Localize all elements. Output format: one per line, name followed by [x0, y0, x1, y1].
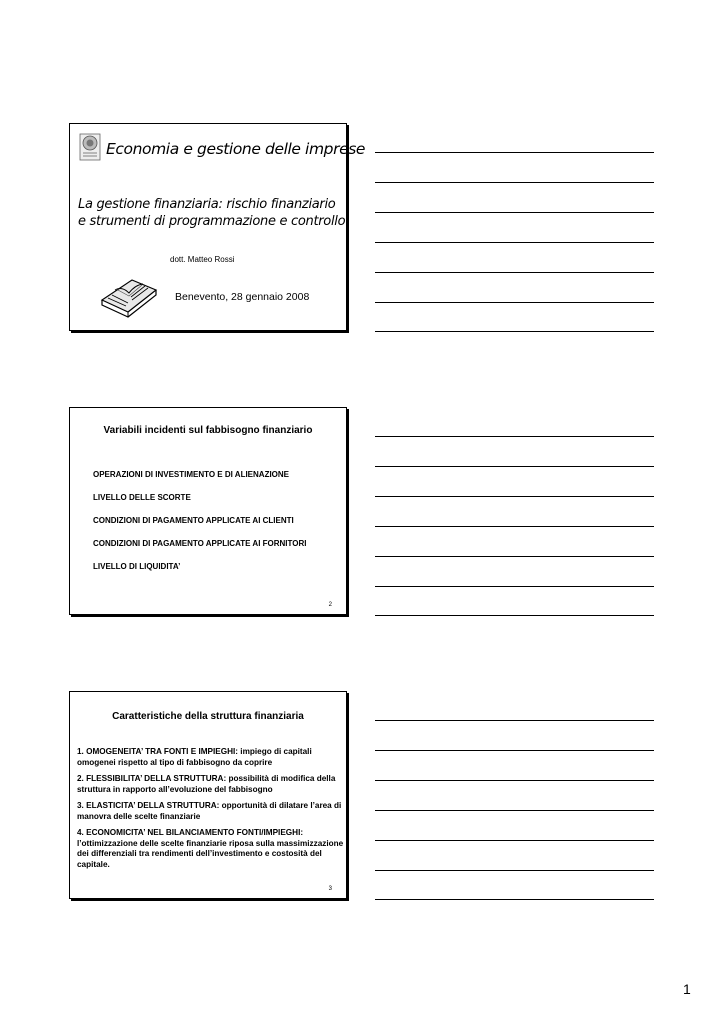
note-line [375, 242, 654, 243]
slide-title: Economia e gestione delle imprese [106, 140, 366, 158]
note-line [375, 870, 654, 871]
note-line [375, 556, 654, 557]
note-line [375, 272, 654, 273]
list-item: LIVELLO DI LIQUIDITA’ [93, 562, 181, 571]
note-line [375, 466, 654, 467]
note-line [375, 436, 654, 437]
list-item: 2. FLESSIBILITA’ DELLA STRUTTURA: possibilità di modifica della struttura in rapporto all’evoluzione del fabbisogno [77, 774, 336, 794]
author: dott. Matteo Rossi [170, 255, 235, 264]
presentation-date: Benevento, 28 gennaio 2008 [175, 291, 310, 303]
note-line [375, 615, 654, 616]
page-number: 1 [683, 981, 691, 997]
slide-heading: Variabili incidenti sul fabbisogno finanziario [103, 425, 313, 436]
slide-page-number: 3 [328, 886, 332, 892]
list-item: 4. ECONOMICITA’ NEL BILANCIAMENTO FONTI/IMPIEGHI: l’ottimizzazione delle scelte finanziarie riposa sulla massimizzazione dei differenziali tra rendimenti dell’investimento e costosità del capitale. [77, 828, 344, 869]
open-book-icon [98, 276, 160, 318]
note-line [375, 302, 654, 303]
list-item: CONDIZIONI DI PAGAMENTO APPLICATE AI CLIENTI [93, 516, 294, 525]
list-item: LIVELLO DELLE SCORTE [93, 493, 191, 502]
note-line [375, 496, 654, 497]
note-line [375, 720, 654, 721]
note-line [375, 152, 654, 153]
note-line [375, 526, 654, 527]
slide-1 [69, 123, 366, 331]
note-line [375, 586, 654, 587]
note-line [375, 750, 654, 751]
variable-list [93, 470, 306, 585]
slide-2 [69, 407, 347, 615]
slide-3 [69, 691, 347, 899]
note-line [375, 331, 654, 332]
slide-heading: Caratteristiche della struttura finanziaria [112, 711, 304, 722]
slide-page-number: 2 [328, 602, 332, 608]
list-item: 1. OMOGENEITA’ TRA FONTI E IMPIEGHI: impiego di capitali omogenei rispetto al tipo di fabbisogno da coprire [77, 747, 312, 767]
university-logo-icon [79, 133, 101, 161]
characteristics-list [77, 747, 345, 876]
note-line [375, 810, 654, 811]
list-item: CONDIZIONI DI PAGAMENTO APPLICATE AI FORNITORI [93, 539, 307, 548]
note-line [375, 899, 654, 900]
note-line [375, 840, 654, 841]
list-item: OPERAZIONI DI INVESTIMENTO E DI ALIENAZIONE [93, 470, 290, 479]
note-line [375, 212, 654, 213]
note-line [375, 780, 654, 781]
list-item: 3. ELASTICITA’ DELLA STRUTTURA: opportunità di dilatare l’area di manovra delle scelte finanziarie [77, 801, 342, 821]
slide-subtitle: La gestione finanziaria: rischio finanziario e strumenti di programmazione e controllo [78, 197, 346, 229]
note-line [375, 182, 654, 183]
